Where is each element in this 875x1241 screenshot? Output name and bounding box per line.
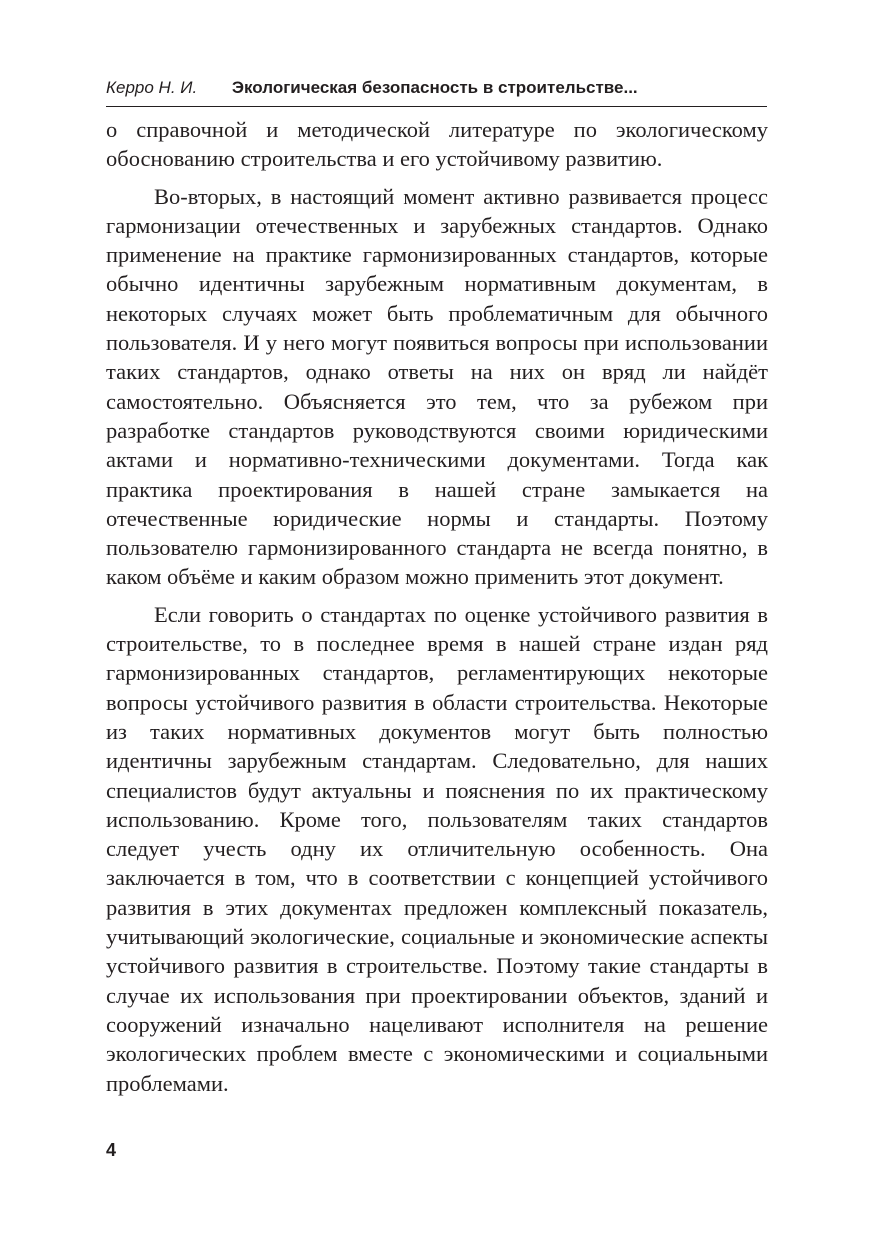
paragraph-continuation: о справочной и методической литературе по экологическому обоснованию строительства и его устойчивому развитию. xyxy=(106,117,768,172)
header-rule xyxy=(106,106,767,107)
body-text xyxy=(106,115,768,1106)
header-title: Экологическая безопасность в строительстве... xyxy=(231,78,638,97)
paragraph-third: Если говорить о стандартах по оценке устойчивого развития в строительстве, то в последнее время в нашей стране издан ряд гармонизированных стандартов, регламентирующих некоторые вопросы устойчивого развития в области строительства. Некоторые из таких нормативных документов могут быть полностью идентичны зарубежным стандартам. Следовательно, для наших специалистов будут актуальны и пояснения по их практическому использованию. Кроме того, пользователям таких стандартов следует учесть одну их отличительную особенность. Она заключается в том, что в соответствии с концепцией устойчивого развития в этих документах предложен комплексный показатель, учитывающий экологические, социальные и экономические аспекты устойчивого развития в строительстве. Поэтому такие стандарты в случае их использования при проектировании объектов, зданий и сооружений изначально нацеливают исполнителя на решение экологических проблем вместе с экономическими и социальными проблемами. xyxy=(106,601,768,1096)
header-author: Керро Н. И. xyxy=(106,78,198,97)
paragraph-second: Во-вторых, в настоящий момент активно развивается процесс гармонизации отечественных и зарубежных стандартов. Однако применение на практике гармонизированных стандартов, которые обычно идентичны зарубежным нормативным документам, в некоторых случаях может быть проблематичным для обычного пользователя. И у него могут появиться вопросы при использовании таких стандартов, однако ответы на них он вряд ли найдёт самостоятельно. Объясняется это тем, что за рубежом при разработке стандартов руководствуются своими юридическими актами и нормативно-техническими документами. Тогда как практика проектирования в нашей стране замыкается на отечественные юридические нормы и стандарты. Поэтому пользователю гармонизированного стандарта не всегда понятно, в каком объёме и каким образом можно применить этот документ. xyxy=(106,183,768,590)
page-number: 4 xyxy=(106,1140,117,1160)
running-header xyxy=(106,76,766,100)
